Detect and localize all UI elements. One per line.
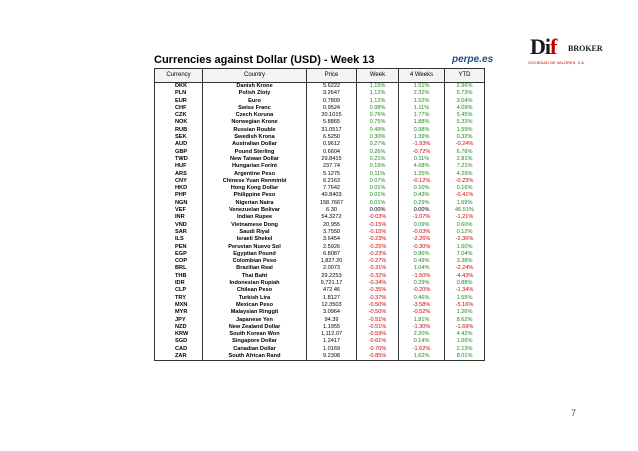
header-country: Country (203, 69, 307, 83)
table-row (155, 98, 485, 105)
cell-currency: COP (155, 258, 203, 265)
cell-week: 0.98% (357, 105, 399, 112)
cell-currency: EGP (155, 251, 203, 258)
cell-week: 0.01% (357, 192, 399, 199)
cell-price: 29.2253 (307, 273, 357, 280)
cell-currency: THB (155, 273, 203, 280)
table-row (155, 207, 485, 214)
cell-4weeks: 0.49% (399, 258, 445, 265)
cell-4weeks: 0.43% (399, 192, 445, 199)
cell-week: -0.37% (357, 295, 399, 302)
cell-ytd: 1.59% (445, 127, 485, 134)
table-row (155, 192, 485, 199)
cell-week: -0.50% (357, 309, 399, 316)
table-row (155, 127, 485, 134)
cell-week: 1.12% (357, 98, 399, 105)
cell-currency: TWD (155, 156, 203, 163)
cell-ytd: 6.76% (445, 149, 485, 156)
cell-ytd: 0.60% (445, 222, 485, 229)
table-row (155, 141, 485, 148)
cell-4weeks: -1.30% (399, 324, 445, 331)
page-number: 7 (571, 408, 577, 418)
table-header-row (155, 69, 485, 83)
cell-4weeks: 0.10% (399, 185, 445, 192)
table-body (155, 83, 485, 361)
cell-ytd: -1.21% (445, 214, 485, 221)
cell-4weeks: -0.52% (399, 309, 445, 316)
cell-country: Argentine Peso (203, 171, 307, 178)
cell-4weeks: 2.32% (399, 90, 445, 97)
cell-week: -0.50% (357, 302, 399, 309)
cell-currency: SGD (155, 338, 203, 345)
cell-price: 31.0517 (307, 127, 357, 134)
cell-price: 1.8127 (307, 295, 357, 302)
cell-4weeks: -0.20% (399, 287, 445, 294)
table-row (155, 119, 485, 126)
cell-country: Hong Kong Dollar (203, 185, 307, 192)
cell-currency: MXN (155, 302, 203, 309)
cell-price: 2.5926 (307, 244, 357, 251)
cell-country: South Korean Won (203, 331, 307, 338)
cell-currency: EUR (155, 98, 203, 105)
cell-price: 1.1955 (307, 324, 357, 331)
cell-4weeks: 0.00% (399, 207, 445, 214)
cell-ytd: -0.41% (445, 192, 485, 199)
cell-price: 0.9612 (307, 141, 357, 148)
table-row (155, 346, 485, 353)
cell-price: 0.6604 (307, 149, 357, 156)
cell-week: -0.15% (357, 229, 399, 236)
cell-currency: IDR (155, 280, 203, 287)
table-row (155, 302, 485, 309)
cell-currency: NOK (155, 119, 203, 126)
cell-ytd: -0.23% (445, 178, 485, 185)
cell-country: Indonesian Rupiah (203, 280, 307, 287)
cell-country: Danish Krone (203, 83, 307, 91)
table-row (155, 105, 485, 112)
table-row (155, 273, 485, 280)
cell-currency: CZK (155, 112, 203, 119)
cell-4weeks: -0.03% (399, 229, 445, 236)
cell-ytd: 0.16% (445, 185, 485, 192)
table-row (155, 229, 485, 236)
cell-week: 0.27% (357, 141, 399, 148)
cell-currency: JPY (155, 317, 203, 324)
cell-4weeks: 0.29% (399, 200, 445, 207)
cell-ytd: 0.12% (445, 229, 485, 236)
header-4weeks: 4 Weeks (399, 69, 445, 83)
broker-logo (528, 34, 608, 74)
cell-currency: ILS (155, 236, 203, 243)
cell-country: New Taiwan Dollar (203, 156, 307, 163)
cell-week: -0.59% (357, 331, 399, 338)
cell-currency: PEN (155, 244, 203, 251)
cell-week: -0.15% (357, 222, 399, 229)
cell-price: 40.8403 (307, 192, 357, 199)
table-row (155, 185, 485, 192)
cell-week: -0.51% (357, 317, 399, 324)
table-row (155, 149, 485, 156)
cell-country: Mexican Peso (203, 302, 307, 309)
cell-4weeks: 1.88% (399, 119, 445, 126)
cell-price: 158.7667 (307, 200, 357, 207)
cell-currency: PHP (155, 192, 203, 199)
table-row (155, 222, 485, 229)
cell-currency: SEK (155, 134, 203, 141)
cell-ytd: 1.69% (445, 200, 485, 207)
cell-price: 5.6222 (307, 83, 357, 91)
cell-price: 6.5250 (307, 134, 357, 141)
logo-subtitle: SOCIEDAD DE VALORES, S.A. (528, 60, 586, 65)
cell-ytd: 1.60% (445, 244, 485, 251)
cell-price: 9,721.17 (307, 280, 357, 287)
cell-price: 0.9524 (307, 105, 357, 112)
cell-country: Canadian Dollar (203, 346, 307, 353)
cell-currency: NGN (155, 200, 203, 207)
cell-country: Chinese Yuan Renminbi (203, 178, 307, 185)
cell-4weeks: 1.04% (399, 265, 445, 272)
cell-country: Hungarian Forint (203, 163, 307, 170)
cell-price: 29.8415 (307, 156, 357, 163)
cell-week: 0.75% (357, 119, 399, 126)
cell-week: 0.07% (357, 178, 399, 185)
cell-country: Malaysian Ringgit (203, 309, 307, 316)
table-row (155, 90, 485, 97)
table-row (155, 317, 485, 324)
cell-country: Brazilian Real (203, 265, 307, 272)
cell-price: 472.46 (307, 287, 357, 294)
cell-price: 12.3503 (307, 302, 357, 309)
cell-currency: MYR (155, 309, 203, 316)
header-ytd: YTD (445, 69, 485, 83)
table-row (155, 171, 485, 178)
table-row (155, 200, 485, 207)
cell-country: New Zealand Dollar (203, 324, 307, 331)
cell-week: -0.25% (357, 244, 399, 251)
cell-currency: HKD (155, 185, 203, 192)
cell-country: Indian Rupee (203, 214, 307, 221)
cell-week: -0.85% (357, 353, 399, 361)
table-row (155, 287, 485, 294)
cell-country: Venezuelan Bolivar (203, 207, 307, 214)
cell-4weeks: 0.98% (399, 127, 445, 134)
cell-ytd: -5.16% (445, 302, 485, 309)
cell-currency: PLN (155, 90, 203, 97)
cell-price: 6.30 (307, 207, 357, 214)
cell-currency: ARS (155, 171, 203, 178)
cell-4weeks: 1.25% (399, 171, 445, 178)
cell-4weeks: 4.68% (399, 163, 445, 170)
cell-4weeks: 1.51% (399, 83, 445, 91)
cell-4weeks: -2.26% (399, 236, 445, 243)
logo-mark: Dif (530, 34, 557, 59)
cell-country: Polish Zloty (203, 90, 307, 97)
cell-ytd: 1.26% (445, 309, 485, 316)
report-title: Currencies against Dollar (USD) - Week 13 (154, 54, 375, 66)
cell-price: 54.3272 (307, 214, 357, 221)
currency-table (154, 68, 485, 361)
cell-country: Peruvian Nuevo Sol (203, 244, 307, 251)
cell-4weeks: 1.81% (399, 317, 445, 324)
cell-4weeks: 0.11% (399, 156, 445, 163)
cell-week: 0.01% (357, 200, 399, 207)
table-row (155, 295, 485, 302)
cell-ytd: 5.45% (445, 112, 485, 119)
table-row (155, 244, 485, 251)
cell-currency: HUF (155, 163, 203, 170)
cell-ytd: 3.04% (445, 98, 485, 105)
cell-price: 1,112.07 (307, 331, 357, 338)
cell-ytd: 5.73% (445, 90, 485, 97)
table-row (155, 178, 485, 185)
cell-ytd: -2.24% (445, 265, 485, 272)
cell-price: 7.7642 (307, 185, 357, 192)
cell-4weeks: 1.11% (399, 105, 445, 112)
cell-country: Israeli Shekel (203, 236, 307, 243)
cell-country: Euro (203, 98, 307, 105)
cell-price: 20,955 (307, 222, 357, 229)
cell-4weeks: 1.77% (399, 112, 445, 119)
cell-price: 3.2647 (307, 90, 357, 97)
cell-country: Norwegian Krone (203, 119, 307, 126)
cell-currency: INR (155, 214, 203, 221)
cell-currency: VEF (155, 207, 203, 214)
cell-country: Thai Baht (203, 273, 307, 280)
cell-4weeks: -3.58% (399, 302, 445, 309)
cell-price: 20.1015 (307, 112, 357, 119)
table-row (155, 83, 485, 91)
table-row (155, 112, 485, 119)
cell-country: Chilean Peso (203, 287, 307, 294)
cell-week: 0.49% (357, 127, 399, 134)
cell-ytd: 4.42% (445, 331, 485, 338)
cell-4weeks: 0.09% (399, 222, 445, 229)
cell-country: Pound Sterling (203, 149, 307, 156)
cell-currency: CHF (155, 105, 203, 112)
cell-currency: GBP (155, 149, 203, 156)
cell-country: Turkish Lira (203, 295, 307, 302)
cell-week: 0.19% (357, 163, 399, 170)
cell-country: Egyptian Pound (203, 251, 307, 258)
cell-week: 0.11% (357, 171, 399, 178)
cell-ytd: 1.55% (445, 295, 485, 302)
cell-currency: CLP (155, 287, 203, 294)
cell-price: 3.7550 (307, 229, 357, 236)
site-name: perpe.es (452, 54, 494, 65)
cell-week: 0.76% (357, 112, 399, 119)
cell-ytd: -1.34% (445, 287, 485, 294)
cell-week: -0.61% (357, 338, 399, 345)
cell-currency: KRW (155, 331, 203, 338)
cell-4weeks: 0.86% (399, 251, 445, 258)
cell-price: 9.2308 (307, 353, 357, 361)
cell-4weeks: 1.39% (399, 134, 445, 141)
table-row (155, 265, 485, 272)
cell-week: -0.51% (357, 324, 399, 331)
cell-4weeks: -1.07% (399, 214, 445, 221)
cell-ytd: 5.33% (445, 119, 485, 126)
cell-currency: BRL (155, 265, 203, 272)
cell-country: Philippine Peso (203, 192, 307, 199)
cell-price: 237.74 (307, 163, 357, 170)
cell-ytd: 8.62% (445, 317, 485, 324)
cell-country: South African Rand (203, 353, 307, 361)
cell-price: 6.8087 (307, 251, 357, 258)
cell-price: 1,827.20 (307, 258, 357, 265)
cell-currency: VND (155, 222, 203, 229)
cell-4weeks: -0.12% (399, 178, 445, 185)
cell-week: -0.34% (357, 280, 399, 287)
table-row (155, 251, 485, 258)
cell-country: Japanese Yen (203, 317, 307, 324)
table-row (155, 338, 485, 345)
cell-week: 1.15% (357, 83, 399, 91)
cell-country: Australian Dollar (203, 141, 307, 148)
cell-price: 0.7809 (307, 98, 357, 105)
table-row (155, 353, 485, 361)
cell-4weeks: -1.50% (399, 273, 445, 280)
currency-table-wrapper (154, 68, 484, 361)
header-price: Price (307, 69, 357, 83)
cell-country: Vietnamese Dong (203, 222, 307, 229)
cell-ytd: 7.04% (445, 251, 485, 258)
cell-4weeks: -1.62% (399, 346, 445, 353)
cell-country: Nigerian Naira (203, 200, 307, 207)
cell-week: -0.23% (357, 236, 399, 243)
cell-price: 2.0073 (307, 265, 357, 272)
cell-country: Czech Koruna (203, 112, 307, 119)
table-row (155, 134, 485, 141)
cell-price: 1.2417 (307, 338, 357, 345)
cell-currency: NZD (155, 324, 203, 331)
cell-currency: TRY (155, 295, 203, 302)
cell-ytd: 4.29% (445, 171, 485, 178)
cell-4weeks: 0.14% (399, 338, 445, 345)
cell-ytd: 2.13% (445, 346, 485, 353)
cell-week: 0.30% (357, 134, 399, 141)
cell-currency: CAD (155, 346, 203, 353)
table-row (155, 163, 485, 170)
cell-week: -0.31% (357, 265, 399, 272)
table-row (155, 236, 485, 243)
cell-week: -0.35% (357, 287, 399, 294)
cell-price: 6.2163 (307, 178, 357, 185)
cell-week: -0.03% (357, 214, 399, 221)
cell-ytd: -0.24% (445, 141, 485, 148)
cell-ytd: 7.21% (445, 163, 485, 170)
cell-ytd: 2.81% (445, 156, 485, 163)
cell-currency: SAR (155, 229, 203, 236)
cell-country: Russian Rouble (203, 127, 307, 134)
cell-ytd: 46.51% (445, 207, 485, 214)
cell-country: Swedish Krona (203, 134, 307, 141)
table-row (155, 156, 485, 163)
cell-price: 5.1275 (307, 171, 357, 178)
table-row (155, 214, 485, 221)
cell-4weeks: 1.52% (399, 98, 445, 105)
table-row (155, 309, 485, 316)
cell-country: Swiss Franc (203, 105, 307, 112)
cell-ytd: 0.88% (445, 280, 485, 287)
cell-price: 5.8865 (307, 119, 357, 126)
cell-currency: ZAR (155, 353, 203, 361)
cell-country: Saudi Riyal (203, 229, 307, 236)
cell-week: -0.27% (357, 258, 399, 265)
cell-price: 94.39 (307, 317, 357, 324)
header-week: Week (357, 69, 399, 83)
cell-ytd: -4.43% (445, 273, 485, 280)
cell-ytd: 0.32% (445, 134, 485, 141)
cell-ytd: -2.36% (445, 236, 485, 243)
cell-currency: CNY (155, 178, 203, 185)
logo-broker-text: BROKER (568, 44, 603, 53)
table-row (155, 331, 485, 338)
cell-country: Singapore Dollar (203, 338, 307, 345)
cell-ytd: 2.96% (445, 83, 485, 91)
cell-price: 3.6454 (307, 236, 357, 243)
table-row (155, 280, 485, 287)
cell-4weeks: -0.30% (399, 244, 445, 251)
cell-currency: RUB (155, 127, 203, 134)
cell-ytd: 1.66% (445, 338, 485, 345)
cell-ytd: 4.09% (445, 105, 485, 112)
cell-4weeks: -0.72% (399, 149, 445, 156)
cell-4weeks: -1.93% (399, 141, 445, 148)
cell-currency: DKK (155, 83, 203, 91)
cell-week: -0.23% (357, 251, 399, 258)
cell-week: 0.01% (357, 185, 399, 192)
cell-4weeks: 1.62% (399, 353, 445, 361)
cell-week: 0.00% (357, 207, 399, 214)
cell-country: Colombian Peso (203, 258, 307, 265)
cell-4weeks: 0.29% (399, 280, 445, 287)
cell-price: 3.0964 (307, 309, 357, 316)
cell-ytd: 8.01% (445, 353, 485, 361)
cell-week: 0.21% (357, 156, 399, 163)
cell-week: -0.32% (357, 273, 399, 280)
table-row (155, 258, 485, 265)
table-row (155, 324, 485, 331)
cell-4weeks: 2.20% (399, 331, 445, 338)
cell-ytd: 3.38% (445, 258, 485, 265)
header-currency: Currency (155, 69, 203, 83)
cell-4weeks: 0.46% (399, 295, 445, 302)
cell-ytd: -1.69% (445, 324, 485, 331)
cell-price: 1.0169 (307, 346, 357, 353)
cell-week: 1.12% (357, 90, 399, 97)
cell-week: 0.26% (357, 149, 399, 156)
cell-week: -0.70% (357, 346, 399, 353)
cell-currency: AUD (155, 141, 203, 148)
